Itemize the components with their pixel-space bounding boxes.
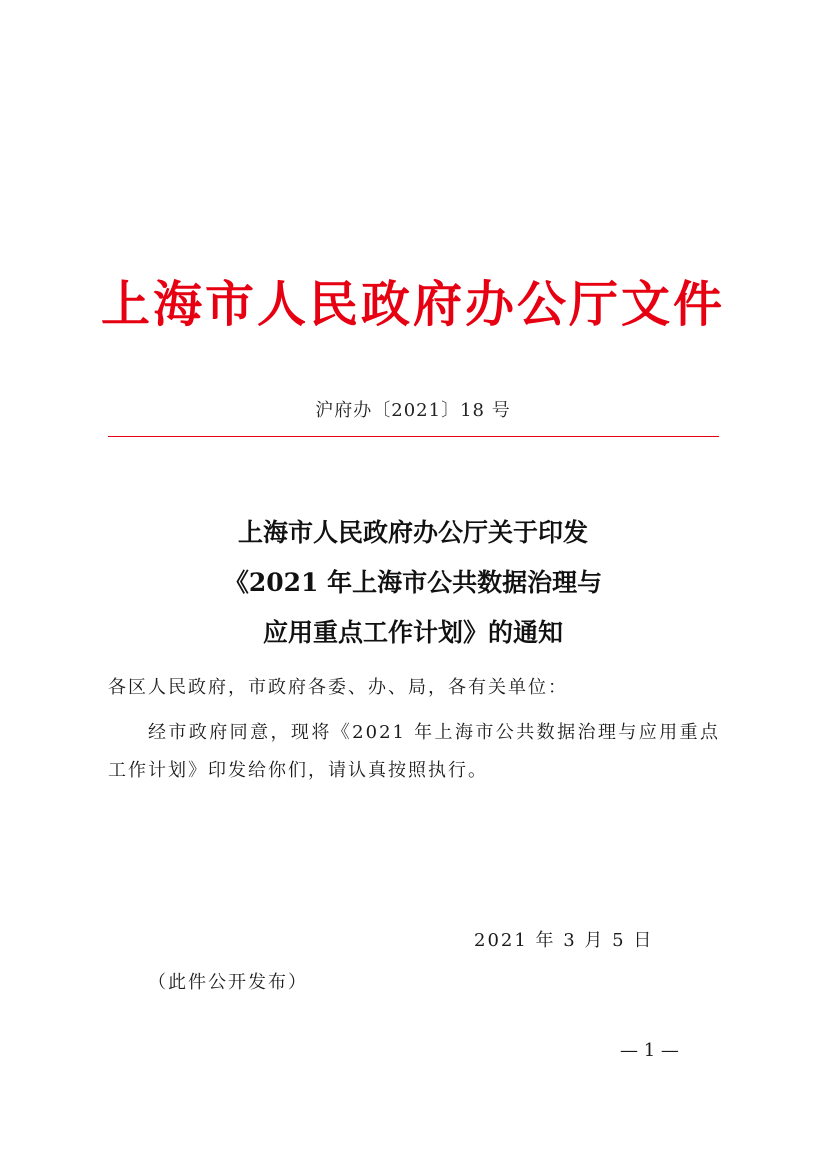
notice-title-line-3: 应用重点工作计划》的通知 (262, 618, 563, 647)
salutation: 各区人民政府，市政府各委、办、局，各有关单位： (108, 677, 568, 698)
notice-title-line-2: 《2021 年上海市公共数据治理与 (223, 568, 603, 597)
body-paragraph: 经市政府同意，现将《2021 年上海市公共数据治理与应用重点工作计划》印发给你们，请认真按照执行。 (108, 722, 720, 781)
document-header-title: 上海市人民政府办公厅文件 (100, 275, 725, 333)
notice-title-line-1: 上海市人民政府办公厅关于印发 (237, 518, 588, 547)
document-number: 沪府办〔2021〕18 号 (315, 400, 511, 421)
publish-note: （此件公开发布） (148, 972, 308, 993)
page-number: — 1 — (620, 1040, 679, 1061)
red-divider-line (108, 436, 719, 437)
notice-title (0, 508, 826, 658)
issue-date: 2021 年 3 月 5 日 (474, 930, 654, 951)
